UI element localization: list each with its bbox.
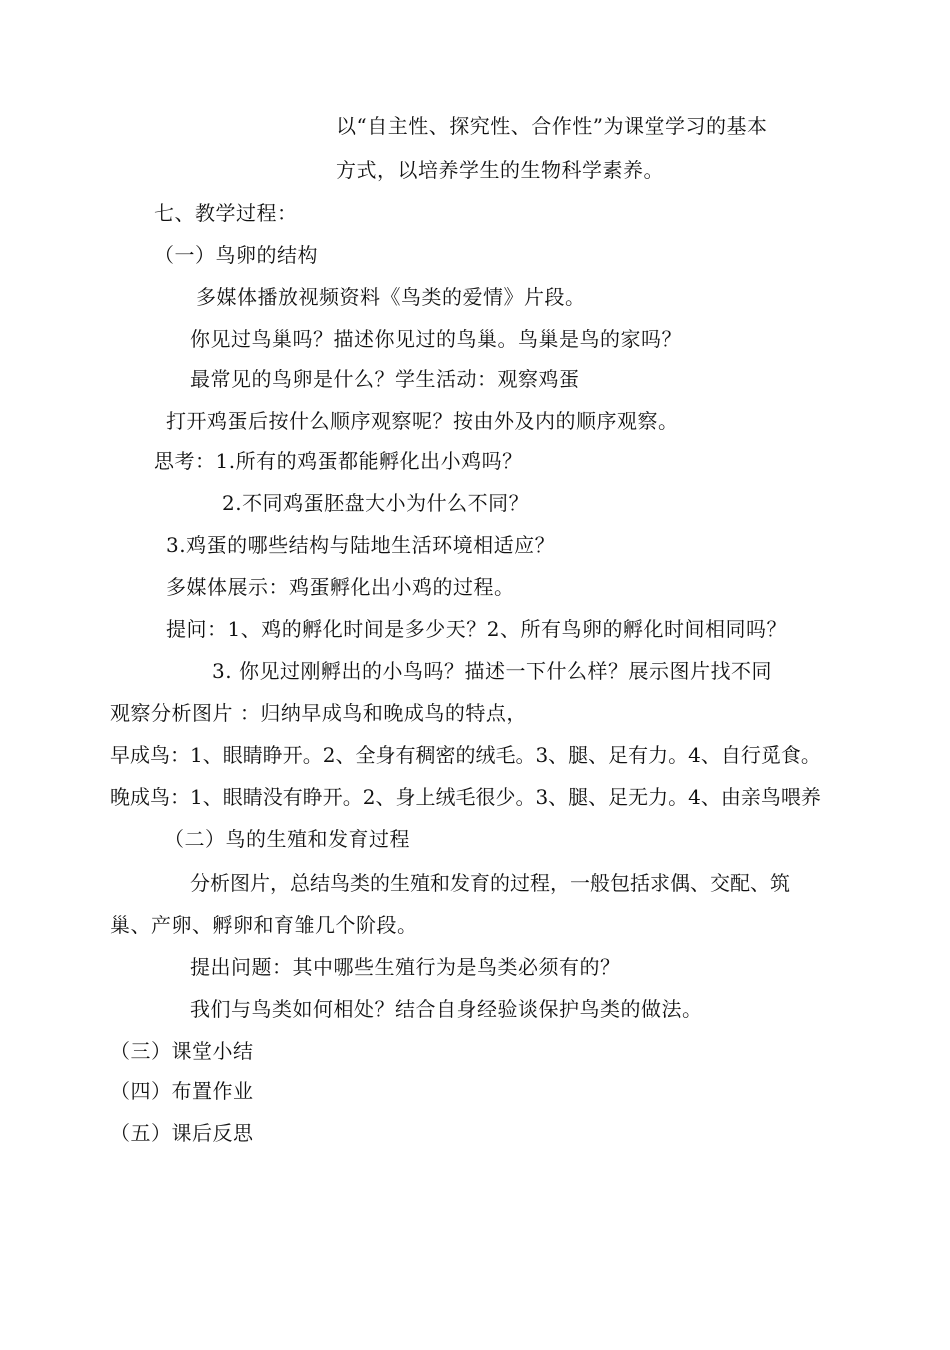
part-1-paragraph: 你见过鸟巢吗？描述你见过的鸟巢。鸟巢是鸟的家吗？ (190, 327, 682, 351)
think-question-1: 思考：1.所有的鸡蛋都能孵化出小鸡吗？ (154, 449, 523, 473)
part-2-paragraph: 我们与鸟类如何相处？结合自身经验谈保护鸟类的做法。 (190, 997, 703, 1021)
section-7-title: 七、教学过程： (154, 201, 298, 225)
late-birds-line: 晚成鸟：1、眼睛没有睁开。2、身上绒毛很少。3、腿、足无力。4、由亲鸟喂养 (110, 785, 821, 809)
part-1-paragraph: 观察分析图片 ：归纳早成鸟和晚成鸟的特点， (110, 701, 527, 725)
question-line: 提问：1、鸡的孵化时间是多少天？2、所有鸟卵的孵化时间相同吗？ (166, 617, 787, 641)
part-1-paragraph: 多媒体展示：鸡蛋孵化出小鸡的过程。 (166, 575, 515, 599)
think-question-3: 3.鸡蛋的哪些结构与陆地生活环境相适应？ (166, 533, 556, 557)
part-2-paragraph: 分析图片，总结鸟类的生殖和发育的过程，一般包括求偶、交配、筑 (190, 871, 790, 895)
question-line: 3. 你见过刚孵出的小鸟吗？描述一下什么样？展示图片找不同 (212, 659, 772, 683)
part-3-title: （三）课堂小结 (110, 1039, 254, 1063)
think-question-2: 2.不同鸡蛋胚盘大小为什么不同？ (222, 491, 530, 515)
part-2-title: （二）鸟的生殖和发育过程 (164, 827, 410, 851)
part-4-title: （四）布置作业 (110, 1079, 254, 1103)
part-5-title: （五）课后反思 (110, 1121, 254, 1145)
part-1-paragraph: 打开鸡蛋后按什么顺序观察呢？按由外及内的顺序观察。 (166, 409, 679, 433)
part-1-title: （一）鸟卵的结构 (154, 243, 318, 267)
intro-line-1: 以“自主性、探究性、合作性”为课堂学习的基本 (336, 114, 768, 138)
part-1-paragraph: 多媒体播放视频资料《鸟类的爱情》片段。 (196, 285, 586, 309)
part-2-paragraph: 巢、产卵、孵卵和育雏几个阶段。 (110, 913, 418, 937)
intro-line-2: 方式，以培养学生的生物科学素养。 (336, 158, 664, 182)
part-1-paragraph: 最常见的鸟卵是什么？学生活动：观察鸡蛋 (190, 367, 580, 391)
early-birds-line: 早成鸟：1、眼睛睁开。2、全身有稠密的绒毛。3、腿、足有力。4、自行觅食。 (110, 743, 821, 767)
part-2-paragraph: 提出问题：其中哪些生殖行为是鸟类必须有的？ (190, 955, 621, 979)
